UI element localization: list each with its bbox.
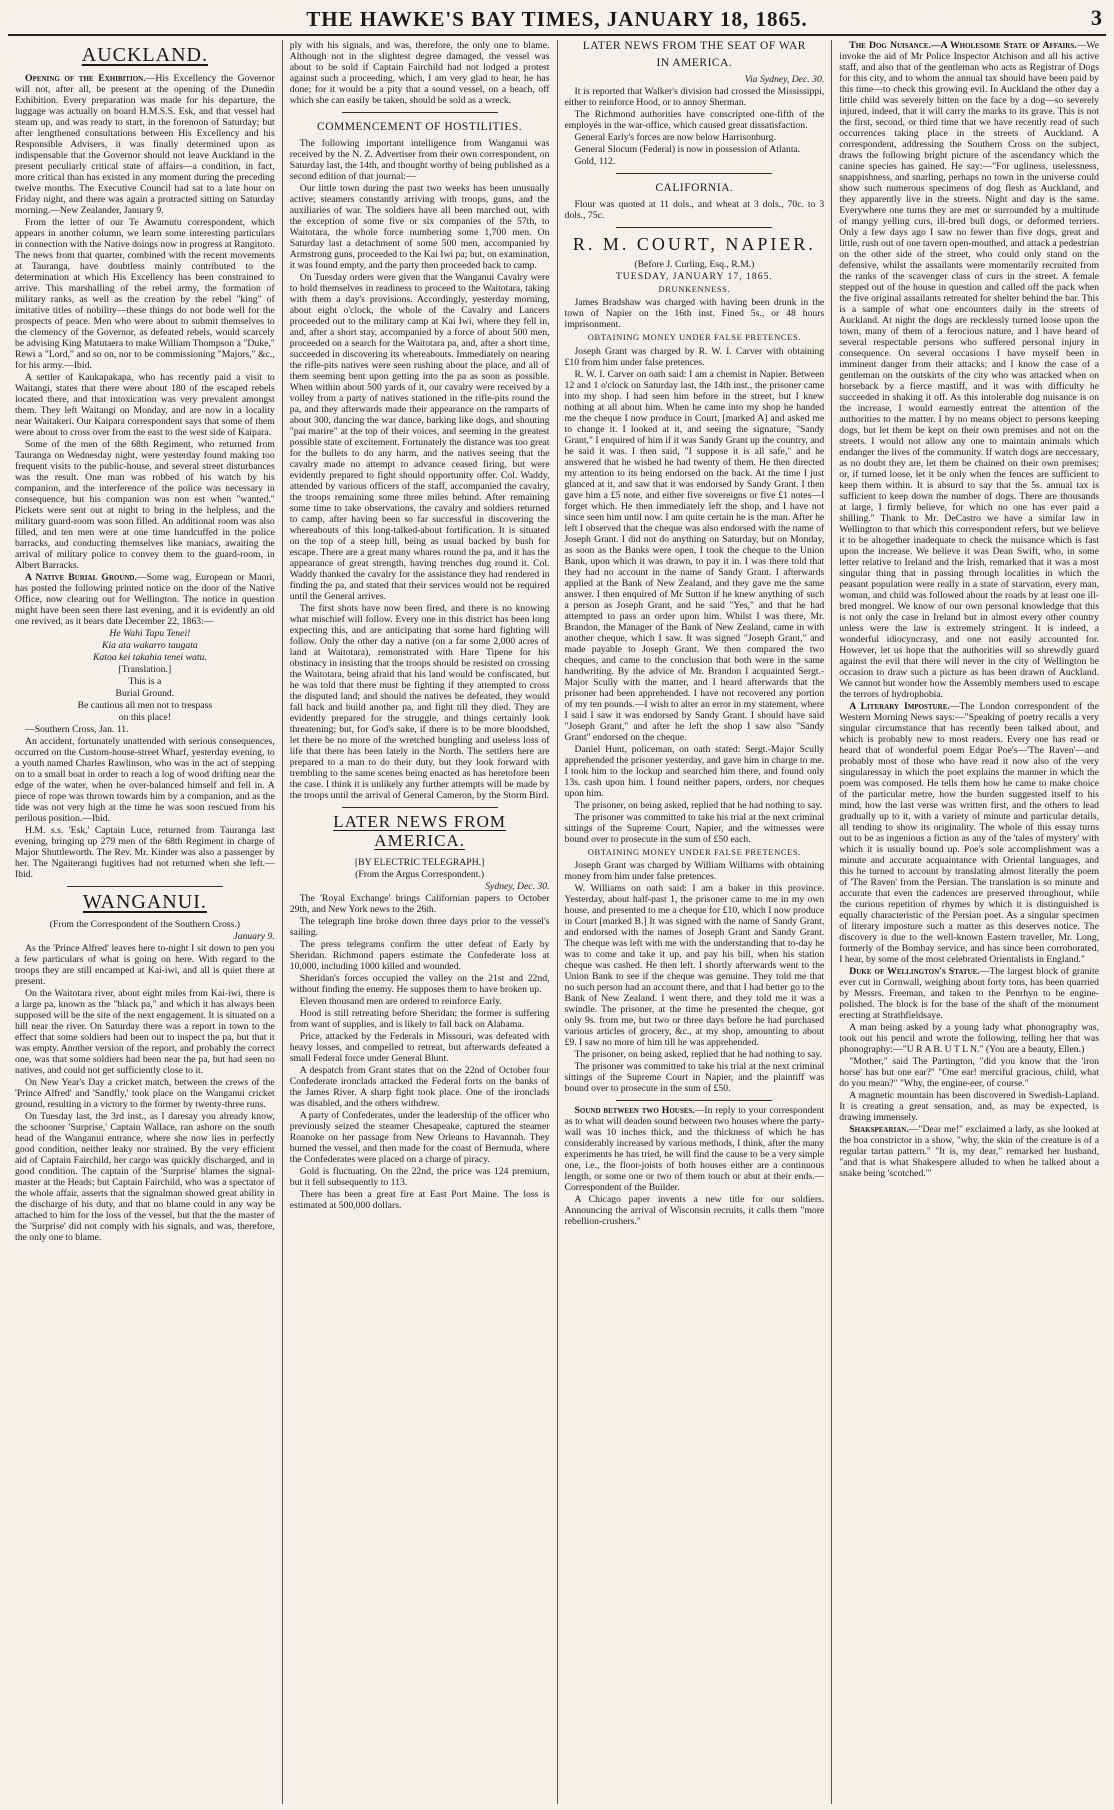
paragraph-lead: A Literary Imposture. xyxy=(849,701,950,712)
paragraph-lead: A Native Burial Ground. xyxy=(25,571,137,583)
column-2 xyxy=(283,40,558,1804)
paragraph: "Mother," said The Partington, "did you know that the 'iron horse' has but one ear?" "One ear! merciful gracious, child, what do you mean?" "Why, the engine-eer, of course." xyxy=(839,1056,1099,1089)
masthead-title: THE HAWKE'S BAY TIMES, JANUARY 18, 1865. xyxy=(306,7,808,31)
source-citation: —Southern Cross, Jan. 11. xyxy=(25,723,129,735)
paragraph: The prisoner, on being asked, replied that he had nothing to say. xyxy=(574,1049,823,1061)
paragraph: The telegraph line broke down three days prior to the vessel's sailing. xyxy=(289,915,550,938)
paragraph xyxy=(565,1105,825,1193)
case-heading: OBTAINING MONEY UNDER FALSE PRETENCES. xyxy=(587,846,801,857)
divider xyxy=(342,112,498,113)
paragraph xyxy=(839,40,1099,700)
paragraph: On Tuesday orders were given that the Wanganui Cavalry were to hold themselves in readiness to proceed to the Waitotara, taking with them a day's provisions. Accordingly, yesterday morning, about eight o'clock, the whole of the Cavalry and Lancers proceeded out to the military camp at Kai Iwi, where they fell in, and, after a short stay, accompanied by a force of about 500 men, proceeded on a search for the Waitotara pa, and, after a short time, succeeded in discovering its whereabouts. Immediately on nearing the rifle-pits natives were seen rushing about the place, and all of them seeming bent upon getting into the pa as soon as possible. When within about 500 yards of it, our cavalry were received by a volley from a party of natives stationed in the rifle-pits round the pa, and they afterwards made their appearance on the ramparts of about 300, dancing the war dance, barking like dogs, and shouting "pai marire" at the top of their voices, and seeming in the greatest possible state of excitement. Fortunately the distance was too great for the bullets to do any harm, and the natives seeing that the cavalry made no attempt to advance ceased firing, but were evidently prepared to fight should opportunity offer. Col. Waddy, attended by various officers of the staff, accompanied the cavalry, the troops remaining some three miles behind. After remaining some time to take observations, the cavalry and soldiers returned to camp, after having been so far successful in discovering the whereabouts of this long-talked-about fortification. It is situated on the top of a steep hill, being as usual backed by bush for escape. There are a great many whares round the pa, and it has the appearance of great strength, having trenches dug round it. Col. Waddy thanked the cavalry for the assistance they had rendered in finding the pa, and stated that their services would not be required until the General arrives. xyxy=(289,272,550,603)
paragraph: A settler of Kaukapakapa, who has recently paid a visit to Waitangi, states that there were about 180 of the escaped rebels located there, and that intoxication was very prevalent amongst them. They left Waitangi on Monday, and are now in a locality near Waitakeri. Our Kaipara correspondent says that some of them were about to cross over from the east to the west side of Kaipara. xyxy=(15,371,275,438)
paragraph: Joseph Grant was charged by William Williams with obtaining money from him under false pretences. xyxy=(564,860,825,883)
paragraph-text: —In reply to your correspondent as to what will deaden sound between two houses where the party-wall was 10 inches thick, and the thickness of which he has considerably increased by various methods, I think, after the many experiments he has tried, he will find the cause to be a very simple one, i.e., the floor-joists of both houses either are a continuous length, or some one or two of them touch or abut at their ends.—Correspondent of the Builder. xyxy=(564,1105,825,1194)
case-heading: DRUNKENNESS. xyxy=(658,283,731,294)
paragraph-lead: Opening of the Exhibition. xyxy=(25,72,146,84)
paragraph: The first shots have now been fired, and there is no knowing what mischief will follow. Every one in this district has been long expecting this, and are anticipating that some hard fighting will follow. Only the other day a native (on a far some 2,000 acres of land at Waitotara), remonstrated with Hare Tipene for his obstinacy in insisting that the troops should be resisted on crossing the Waitotara, being afraid that his land would be confiscated, but he was told that there must be fighting if they attempted to cross the disputed land; and should the natives be defeated, they would fall back and build another pa, and fight till they died. They are evidently prepared for the struggle, and things certainly look threatening; but, for God's sake, if there is to be more bloodshed, let there be no more of the wretched bungling and useless loss of life that there has been lately in the North. The settlers here are prepared to a man to do their duty, but they look forward with trembling to the same scenes being enacted as has heretofore been the case. I think it is unlikely any further attempts will be made by the troops until the arrival of General Cameron, by the Storm Bird. xyxy=(289,603,550,802)
paragraph: Gold, 112. xyxy=(574,156,616,168)
paragraph: The press telegrams confirm the utter defeat of Early by Sheridan. Richmond papers estimate the Confederate loss at 10,000, including 1000 killed and wounded. xyxy=(289,938,550,972)
paragraph-text: —The London correspondent of the Western Morning News says:—"Speaking of poetry recalls a very singular circumstance that has recently been talked about, and which is probably new to most readers. Every one has read or heard that of wonderful poem Edgar Poe's—'The Raven'—and probably most of those who have read it now also of the very singularessay in which the poet explains the manner in which the poem was composed. He tells them how he came to make choice of the particular metre, how the burden suggested itself to his mind, how the last verse was written first, and the others to lead gradually up to it, with a variety of minute and particular details, all tending to show its originality. The whole of this essay turns out to be as ingenious a fiction as any of the 'tales of mystery' with which it is usually bound up. Poe's sole accomplishment was a minute and accurate acquaintance with Oriental languages, and this he turned to account by translating almost literally the poem of 'The Raven' from the Persian. The translation is so minute and accurate that even the cadences are preserved throughout, while the curious repetition of rhymes by which it is distinguished is equally characteristic of the Persian poet. As a singular specimen of literary imposture such a matter as this deserves notice. The discovery is due to the well-known Eastern traveller, Mr. Long, formerly of the Bombay service, and has since been corroborated, I hear, by some of the most celebrated Orientalists in England." xyxy=(839,701,1099,965)
page-number: 3 xyxy=(1091,5,1102,30)
translation-line: This is a xyxy=(128,675,162,687)
paragraph-text: —His Excellency the Governor will not, after all, be present at the opening of the Dunedin Exhibition. Every preparation was made for his departure, the luggage was actually on board H.M.S.S. Esk, and that vessel had steam up, and was ready to start, in the forenoon of Saturday; but after lengthened consultations between His Excellency and his Responsible Advisers, it was finally determined upon as indispensable that the Governor should not leave Auckland in the present peculiarly critical state of affairs—a condition, in fact, more critical than has existed in any moment during the preceding twelve months. The Executive Council had sat to a late hour on Friday night, and there was again a protracted sitting on Saturday morning.—New Zealander, January 9. xyxy=(15,72,275,216)
paragraph xyxy=(15,73,275,216)
paragraph: Flour was quoted at 11 dols., and wheat at 3 dols., 70c. to 3 dols., 75c. xyxy=(564,199,825,222)
paragraph xyxy=(839,966,1099,1021)
maori-notice-line: He Wahi Tapu Tenei! xyxy=(109,627,191,639)
paragraph: General Slocum (Federal) is now in possession of Atlanta. xyxy=(574,144,801,156)
paragraph: The prisoner was committed to take his trial at the next criminal sittings of the Supreme Court, Napier, and the witnesses were bound over to prosecute in the sum of £50 each. xyxy=(564,811,825,845)
paragraph: The prisoner, on being asked, replied that he had nothing to say. xyxy=(574,799,823,811)
column-3 xyxy=(558,40,833,1804)
paragraph: Price, attacked by the Federals in Missouri, was defeated with heavy losses, and compelled to retreat, but afterwards defeated a small Federal force under General Blunt. xyxy=(289,1030,550,1064)
paragraph: A party of Confederates, under the leadership of the officer who previously seized the steamer Chesapeake, captured the steamer Roanoke on her passage from New Orleans to Havannah. They burned the vessel, and then made for the coast of Bermuda, where the Confederates were placed on a charge of piracy. xyxy=(289,1109,550,1165)
translation-label: [Translation.] xyxy=(118,663,172,675)
section-heading-california: CALIFORNIA. xyxy=(655,182,734,195)
paragraph: W. Williams on oath said: I am a baker in this province. Yesterday, about half-past 1, the prisoner came to me in my own house, and presented to me a cheque for £10, which I now produce in Court [marked B.] It was signed with the name of Sandy Grant, and endorsed with the names of Joseph Grant and Sandy Grant. The cheque was left with me with the understanding that to-day he was to come and take it up, and pay his bill, when his station cheque was cashed. He then left. I shortly afterwards went to the Union Bank to see if the cheque was genuine. They told me that no such person had an account there, and that I had better go to the Bank of New Zealand. I went there, and they told me it was a swindle. The prisoner, at the time he presented the cheque, got only 9s. from me, but two or three days before he had purchased various articles of grocery, &c., at my shop, amounting to about £9. I saw no more of him till he was apprehended. xyxy=(564,883,825,1049)
translation-line: on this place! xyxy=(118,711,171,723)
paragraph-lead: The Dog Nuisance.—A Wholesome State of Affairs. xyxy=(849,40,1077,51)
paragraph: On New Year's Day a cricket match, between the crews of the 'Prince Alfred' and 'Sandfly,' took place on the Wanganui cricket ground, resulting in a victory to the former by twenty-three runs. xyxy=(15,1077,275,1111)
paragraph: A magnetic mountain has been discovered in Swedish-Lapland. It is creating a great sensation, and, as may be expected, is drawing immensely. xyxy=(839,1090,1099,1123)
paragraph: Some of the men of the 68th Regiment, who returned from Tauranga on Wednesday night, were yesterday found making too frequent visits to the public-house, and several street disturbances was the result. One man was robbed of his watch by his companion, and the interference of the police was necessary in consequence, but his companion was non est when "wanted." Pickets were sent out at night to bring in the helpless, and the military guard-room was soon filled. An additional room was also filled, and ten men were at one time handcuffed in the police barracks, and conducting themselves like maniacs, awaiting the arrival of military police to convey them to the guard-room, in Albert Barracks. xyxy=(15,438,275,571)
paragraph-lead: Sound between two Houses. xyxy=(574,1105,695,1117)
translation-line: Burial Ground. xyxy=(115,687,175,699)
paragraph: H.M. s.s. 'Esk,' Captain Luce, returned from Tauranga last evening, bringing up 279 men of the 68th Regiment in charge of Major Shuttleworth. The Rev. Mr. Kinder was also a passenger by her. The Ngaiterangi fugitives had not returned when she left.—Ibid. xyxy=(15,824,275,880)
paragraph: The following important intelligence from Wanganui was received by the N. Z. Advertiser from their own correspondent, on Saturday last, the 14th, and thought worthy of being published as a second edition of that journal:— xyxy=(289,138,550,183)
paragraph-text: —Some wag, European or Maori, has posted the following printed notice on the door of the Native Office, now clearing out for Wellington. The notice in question might have been seen there last evening, and it is evidently an old one revived, as it bears date December 22, 1863:— xyxy=(15,571,275,627)
translation-line: Be cautious all men not to trespass xyxy=(77,699,213,711)
columns xyxy=(8,40,1106,1804)
paragraph-lead: Duke of Wellington's Statue. xyxy=(849,966,980,977)
paragraph: The Richmond authorities have conscripted one-fifth of the employés in the war-office, which caused great dissatisfaction. xyxy=(564,109,825,132)
dateline: Via Sydney, Dec. 30. xyxy=(744,74,825,86)
case-heading: OBTAINING MONEY UNDER FALSE PRETENCES. xyxy=(587,332,801,343)
paragraph: General Early's forces are now below Harrisonburg. xyxy=(574,132,776,144)
section-heading-later-news: LATER NEWS FROM AMERICA. xyxy=(333,812,506,851)
divider xyxy=(616,227,772,228)
paragraph: A despatch from Grant states that on the 22nd of October four Confederate ironclads attacked the Federal forts on the banks of the James River. A sharp fight took place. One of the ironclads was disabled, and the others withdrew. xyxy=(289,1064,550,1109)
paragraph: ply with his signals, and was, therefore, the only one to blame. Although not in the slightest degree damaged, the vessel was about to be sold if Captain Fairchild had not lodged a protest against such a proceeding, which, I am very glad to hear, he has done; for it would be a pity that a sound vessel, on a beach, off which she can easily be taken, should be sold as a wreck. xyxy=(289,40,550,106)
section-heading-wanganui: WANGANUI. xyxy=(82,890,207,913)
paragraph-text: —We invoke the aid of Mr Police Inspector Atchison and all his active staff, and also that of the gentleman who acts as Registrar of Dogs for this city, and to whom the annual tax should have been paid by this time—to check this growing evil. In Auckland the other day a little child was severely bitten on the face by a dog—so severely injured, indeed, that it will carry the marks to its grave. This is not the first, second, or third time that we have recently read of such occurrences taking place in the streets of Auckland. A correspondent, addressing the Southern Cross on the subject, draws the following bright picture of the ascendancy which the canine species has gained. He say:—"For ugliness, uselessness, snappishness, and snarling, perhaps no town in the universe could show such numerous specimens of dog flesh as Auckland, and they apparently live in the streets. Night and day is the same. Everywhere one turns they are met or surrounded by a multitude of mangy yelling curs, ill-bred bull dogs, or deformed terriers. Only a few days ago I saw no fewer than five dogs, great and little, rush out of one tavern open-mouthed, and attack a pedestrian on the other side of the street, who could only stand on the defensive, whilst the assailants were momentarily recruited from the ranks of the scavenger class of curs in the street. A female stepped out of the house in question and called off the pack when the five original assailants retreated for shelter behind the bar. This is a sample of what one encounters daily in the streets of Auckland. At night the dogs are recklessly turned loose upon the town, many of them of a ferocious nature, and I have heard of several respectable persons who suffered personal injury in consequence. On several occasions I have myself been in imminent danger from their attacks; and I know the case of a gentleman on the outskirts of the city who was attacked when on horseback by a fierce mastiff, and it was with difficulty he succeeded in shaking it off. As this intolerable dog nuisance is on the increase, I would earnestly entreat the attention of the authorities to the matter. I by no means object to persons keeping dogs, but let them be kept on their own premises and not on the streets. I would not allow any one to maintain animals which endanger the lives of the community. If watch dogs are neccessary, as no doubt they are, let them be chained on their own premises; or, if turned loose, let it be only when the fences are sufficient to keep them within. It is absurd to say that the 5s. annual tax is sufficient to keep down the number of dogs. There are thousands at large, I firmly believe, for which no one has ever paid a shilling." Thank to Mr. DeCastro we have a similar law in Wellington to that which this correspondent refers, but we believe it to be altogether inadequate to check the nuisance which is fast upon the increase. We believe it was Dean Swift, who, in some letter relative to Ireland and the Irish, remarked that it was a most singular thing that in passing through localities in which the peasant population were really in a state of starvation, every man, woman, and child was followed about the roads by at least one ill-bred mongrel. We know of our own personal knowledge that this is not only the case in Ireland but in almost every other country unless were the law is extremely stringent. It is indeed, a wonderful idiocyncrasy, and one not easily accounted for. However, let us hope that the authorities will so shrewdly guard against the evil that there will never in the city of Wellington be occasion to draw such a picture as has been drawn of Auckland. We cannot but wonder how the Assembly members used to escape the terrors of hydrophobia. xyxy=(839,40,1099,700)
court-magistrate: (Before J. Curling, Esq., R.M.) xyxy=(634,258,755,270)
masthead xyxy=(8,4,1106,36)
divider xyxy=(616,173,772,174)
paragraph: Eleven thousand men are ordered to reinforce Early. xyxy=(299,995,502,1007)
paragraph: Joseph Grant was charged by R. W. I. Carver with obtaining £10 from him under false pretences. xyxy=(564,345,825,368)
paragraph: As the 'Prince Alfred' leaves here to-night I sit down to pen you a few particulars of what is going on here. With regard to the troops they are still encamped at Kai-iwi, and all is quiet there at present. xyxy=(15,943,275,988)
court-date: TUESDAY, JANUARY 17, 1865. xyxy=(615,270,773,282)
paragraph: James Bradshaw was charged with having been drunk in the town of Napier on the 16th inst. Fined 5s., or 48 hours imprisonment. xyxy=(564,297,825,331)
paragraph: Sheridan's forces occupied the valley on the 21st and 22nd, without finding the enemy. He supposes them to have broken up. xyxy=(289,972,550,995)
paragraph: The prisoner was committed to take his trial at the next criminal sittings of the Supreme Court in Napier, and the plaintiff was bound over to prosecute in the sum of £50. xyxy=(564,1061,825,1095)
section-subheading-america: IN AMERICA. xyxy=(656,57,733,70)
section-heading-court: R. M. COURT, NAPIER. xyxy=(572,234,816,255)
dateline: Sydney, Dec. 30. xyxy=(485,880,550,892)
paragraph: From the letter of our Te Awamutu correspondent, which appears in another column, we learn some interesting particulars in connection with the Native doings now in progress at Rangitoto. The news from that quarter, combined with the recent movements at Tauranga, have doubtless mainly contributed to the determination at which His Excellency has been constrained to arrive. This marshalling of the rebel army, the formation of military ranks, as well as the creation by the rebel "king" of imitative titles of nobility—these things do not bode well for the prospects of peace. Men who were about to submit themselves to the clemency of the Governor, as defeated rebels, would scarcely be advising King Matutaera to make William Thompson a "Duke," Rewi a "Lord," and so on, nor to be commissioning "Majors," &c., for his army.—Ibid. xyxy=(15,216,275,371)
column-1 xyxy=(8,40,283,1804)
paragraph: There has been a great fire at East Port Maine. The loss is estimated at 500,000 dollars. xyxy=(289,1188,550,1211)
paragraph: It is reported that Walker's division had crossed the Mississippi, either to reinforce Hood, or to annoy Sherman. xyxy=(564,86,825,109)
section-heading-hostilities: COMMENCEMENT OF HOSTILITIES. xyxy=(317,121,523,133)
paragraph xyxy=(839,1124,1099,1179)
paragraph-lead: Shakspearian. xyxy=(849,1124,909,1135)
divider xyxy=(342,807,498,808)
section-heading-auckland: AUCKLAND. xyxy=(81,44,208,66)
paragraph: Gold is fluctuating. On the 22nd, the price was 124 premium, but it fell subsequently to 113. xyxy=(289,1165,550,1188)
paragraph-text: —"Dear me!" exclaimed a lady, as she looked at the boa constrictor in a show, "why, the skin of the creature is of a regular tartan pattern." "It is, my dear," remarked her husband, "and that is what Shakespere alluded to when he talked about a snake being 'scotched.'" xyxy=(839,1124,1099,1179)
paragraph xyxy=(839,701,1099,965)
paragraph: On Tuesday last, the 3rd inst., as I daresay you already know, the schooner 'Surprise,' Captain Wallace, ran ashore on the south head of the Wanganui entrance, where she now lies in perfectly good condition, neither leaky nor strained. By the very efficient aid of Captain Fairchild, her cargo was quickly discharged, and in good condition. The captain of the 'Surprise' blames the signal-master at the Heads; but Captain Fairchild, who was a spectator of the whole affair, asserts that the signalman showed great ability in the discharge of his duty, and that no blame could in any way be attached to him for the loss of the vessel, but that the the master of the 'Surprise' did not comply with his signals, and was, therefore, the only one to blame. xyxy=(15,1111,275,1244)
telegraph-label: [BY ELECTRIC TELEGRAPH.] xyxy=(354,856,485,868)
maori-notice-line: Kia ata wakarro taugata xyxy=(102,639,198,651)
correspondent-line: (From the Argus Correspondent.) xyxy=(355,868,485,880)
paragraph: On the Waitotara river, about eight miles from Kai-iwi, there is a large pa, known as the "black pa," and which it has always been supposed will be the site of the next engagement. It is situated on a hill near the river. On Saturday there was a report in town to the effect that some soldiers had been out to inspect the pa, but that it was empty. Another version of the report, and probably the correct one, was that some soldiers had been near the pa, but had seen no natives, and could not get sufficiently close to it. xyxy=(15,988,275,1077)
paragraph-text: —The largest block of granite ever cut in Cornwall, weighing about forty tons, has been quarried by Messrs. Freeman, and taken to the Penrhyn to be engine-polished. The block is for the base of the shaft of the monument erecting at Strathfieldsaye. xyxy=(839,966,1099,1021)
paragraph: R. W. I. Carver on oath said: I am a chemist in Napier. Between 12 and 1 o'clock on Saturday last, the 14th inst., the prisoner came into my shop. I had seen him before in the street, but I knew nothing at all about him. When he came into my shop he handed me the cheque I now produce in Court, [marked A] and asked me to change it. I looked at it, and seeing the signature, "Sandy Grant," I enquired of him if it was Sandy Grant up the country, and he said it was. I then said, "I suppose it is all safe," and he answered that he wished he had twenty of them. He then directed my attention to its being endorsed on the back. At the time I just glanced at it, and saw that it was endorsed by Sandy Grant. I then gave him a £5 note, and either five sovereigns or five £1 notes—I forget which. He then immediately left the shop, and I have not since seen him until now. I am quite certain he is the man. After he left I observed that the cheque was also endorsed with the name of Joseph Grant. I did not do anything on Saturday, but on Monday, as soon as the Banks were open, I took the cheque to the Union Bank, upon which it was drawn, to pay it in. I was there told that they had no account in the name of Sandy Grant. I afterwards applied at the Bank of New Zealand, and they gave me the same answer. I then enquired of Mr Sutton if he knew anything of such a person as Joseph Grant, and he said "Yes," and that he had attempted to pass an order upon him. Whilst I was there, Mr. Brandon, the Manager of the Bank of New Zealand, came in with another cheque, which I saw. It was signed "Joseph Grant," and made payable to Joseph Grant. We then compared the two cheques, and came to the conclusion that both were in the same handwriting. By the advice of Mr. Brandon I acquainted Sergt.-Major Scully with the matter, and I heard afterwards that the prisoner had been apprehended. I have not recovered any portion of my ten pounds.—I wish to alter an error in my statement, where I said I saw it was endorsed by Sandy Grant. I should have said "Joseph Grant," and after he left the shop I saw also "Sandy Grant" endorsed on the cheque. xyxy=(564,368,825,743)
section-heading-seat-of-war: LATER NEWS FROM THE SEAT OF WAR xyxy=(582,40,806,52)
paragraph xyxy=(15,572,275,627)
divider xyxy=(67,886,223,887)
paragraph: Hood is still retreating before Sheridan; the former is suffering from want of supplies, and is likely to fall back on Alabama. xyxy=(289,1007,550,1030)
paragraph: Daniel Hunt, policeman, on oath stated: Sergt.-Major Scully apprehended the prisoner yesterday, and gave him in charge to me. I took him to the lockup and searched him there, and found only 13s. cash upon him. I found neither papers, orders, nor cheques upon him. xyxy=(564,743,825,799)
column-4 xyxy=(832,40,1106,1804)
paragraph: A man being asked by a young lady what phonography was, took out his pencil and wrote the following, telling her that was phonography:—"U R A B. U T L N." (You are a beauty, Ellen.) xyxy=(839,1022,1099,1055)
maori-notice-line: Katoa kei takahia tenei watu. xyxy=(92,651,207,663)
dateline: January 9. xyxy=(233,931,275,943)
paragraph: An accident, fortunately unattended with serious consequences, occurred on the Custom-house-street Wharf, yesterday evening, to a youth named Charles Rawlinson, who was in the act of stepping on to a small boat in order to reach a log of wood drifting near the edge of the water, when he over-balanced himself and fell in. A piece of rope was thrown towards him by a companion, and as the tide was not very high at the time he was soon rescued from his perilous position.—Ibid. xyxy=(15,735,275,824)
paragraph: The 'Royal Exchange' brings Californian papers to October 29th, and New York news to the 26th. xyxy=(289,892,550,915)
paragraph: A Chicago paper invents a new title for our soldiers. Announcing the arrival of Wisconsin recruits, it calls them "more rebellion-crushers." xyxy=(564,1194,825,1228)
paragraph: Our little town during the past two weeks has been unusually active; steamers constantly arriving with troops, guns, and the auxiliaries of war. The soldiers have all been marched out, with the exception of some five or six companies of the 57th, to Waitotara, the whole force numbering some 1,700 men. On Saturday last a detachment of some 500 men, accompanied by Armstrong guns, proceeded to the Kai Iwi pa; but, on examination, it was found empty, and the party then proceeded back to camp. xyxy=(289,183,550,272)
correspondent-line: (From the Correspondent of the Southern Cross.) xyxy=(49,919,240,931)
divider xyxy=(616,1100,772,1101)
